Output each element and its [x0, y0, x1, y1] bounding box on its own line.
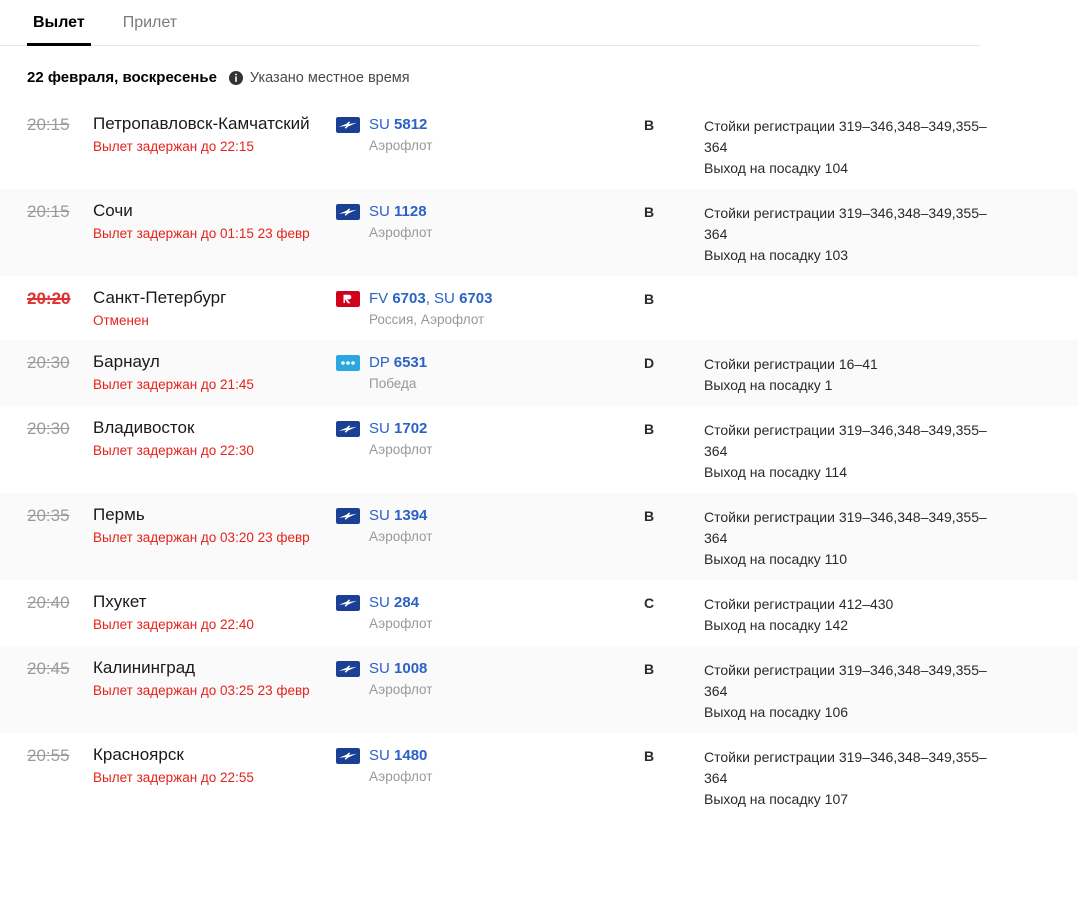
status-badge: Вылет задержан до 21:45: [93, 377, 254, 392]
aeroflot-logo: [336, 204, 360, 220]
pobeda-logo: [336, 355, 360, 371]
airline-name: Аэрофлот: [369, 442, 433, 457]
table-row[interactable]: [0, 102, 1078, 189]
aeroflot-logo: [336, 748, 360, 764]
terminal-letter: C: [644, 595, 655, 611]
flight-time: 20:15: [27, 115, 70, 134]
table-row[interactable]: [0, 493, 1078, 580]
flight-number-link[interactable]: FV 6703, SU 6703: [369, 290, 493, 307]
date-header: [0, 46, 1078, 88]
flight-time-cell: [27, 504, 93, 527]
flight-destination-cell: [93, 417, 336, 460]
flight-time: 20:30: [27, 353, 70, 372]
flight-time-cell: [27, 351, 93, 374]
destination-name: Красноярск: [93, 745, 184, 764]
flight-time: 20:35: [27, 506, 70, 525]
flight-time: 20:40: [27, 593, 70, 612]
flight-detail-line: Стойки регистрации 319–346,348–349,355–364: [704, 118, 987, 155]
flight-detail-line: Выход на посадку 142: [704, 617, 849, 633]
terminal-letter: B: [644, 421, 655, 437]
aeroflot-logo: [336, 421, 360, 437]
table-row[interactable]: [0, 189, 1078, 276]
terminal-letter: D: [644, 355, 655, 371]
flight-number-cell[interactable]: [336, 657, 636, 699]
info-icon: [229, 71, 243, 85]
flight-detail-line: Стойки регистрации 319–346,348–349,355–364: [704, 422, 987, 459]
flight-detail-line: Выход на посадку 104: [704, 160, 849, 176]
flight-detail-line: Стойки регистрации 16–41: [704, 356, 878, 372]
flight-detail-line: Выход на посадку 114: [704, 464, 848, 480]
flight-detail-line: Выход на посадку 107: [704, 791, 849, 807]
table-row[interactable]: [0, 406, 1078, 493]
flight-number-link[interactable]: SU 5812: [369, 116, 428, 133]
flight-destination-cell: [93, 351, 336, 394]
flight-time-cell: [27, 287, 93, 310]
status-badge: Вылет задержан до 22:15: [93, 139, 254, 154]
flight-number-cell[interactable]: [336, 504, 636, 546]
board-tabs: [0, 0, 980, 46]
airline-name: Аэрофлот: [369, 138, 433, 153]
status-badge: Вылет задержан до 22:30: [93, 443, 254, 458]
table-row[interactable]: [0, 580, 1078, 646]
terminal-letter: B: [644, 661, 655, 677]
flights-list: [0, 102, 1078, 820]
flight-destination-cell: [93, 591, 336, 634]
destination-name: Сочи: [93, 201, 133, 220]
table-row[interactable]: [0, 340, 1078, 406]
flight-details: [704, 591, 994, 636]
flight-detail-line: Выход на посадку 106: [704, 704, 849, 720]
flight-detail-line: Стойки регистрации 319–346,348–349,355–364: [704, 749, 987, 786]
flight-time: 20:45: [27, 659, 70, 678]
flight-time-cell: [27, 113, 93, 136]
flight-destination-cell: [93, 287, 336, 330]
flight-number-cell[interactable]: [336, 351, 636, 393]
airline-name: Россия, Аэрофлот: [369, 312, 485, 327]
flight-destination-cell: [93, 504, 336, 547]
flight-destination-cell: [93, 744, 336, 787]
flight-time-cell: [27, 744, 93, 767]
status-badge: Отменен: [93, 313, 149, 328]
terminal-letter: B: [644, 748, 655, 764]
destination-name: Барнаул: [93, 352, 160, 371]
flight-number-link[interactable]: SU 1394: [369, 507, 428, 524]
airline-name: Аэрофлот: [369, 769, 433, 784]
local-time-note: [229, 68, 410, 88]
flight-number-cell[interactable]: [336, 417, 636, 459]
flight-number-cell[interactable]: [336, 113, 636, 155]
status-badge: Вылет задержан до 22:40: [93, 617, 254, 632]
flight-details: [704, 287, 994, 290]
terminal-letter: B: [644, 117, 655, 133]
flight-detail-line: Стойки регистрации 412–430: [704, 596, 894, 612]
status-badge: Вылет задержан до 22:55: [93, 770, 254, 785]
flight-number-cell[interactable]: [336, 744, 636, 786]
flight-detail-line: Стойки регистрации 319–346,348–349,355–364: [704, 205, 987, 242]
flight-number-link[interactable]: SU 284: [369, 594, 420, 611]
destination-name: Пермь: [93, 505, 145, 524]
flight-number-link[interactable]: SU 1480: [369, 747, 428, 764]
destination-name: Петропавловск-Камчатский: [93, 114, 310, 133]
flight-destination-cell: [93, 113, 336, 156]
flight-detail-line: Выход на посадку 110: [704, 551, 848, 567]
flight-detail-line: Стойки регистрации 319–346,348–349,355–364: [704, 662, 987, 699]
airline-name: Аэрофлот: [369, 682, 433, 697]
status-badge: Вылет задержан до 01:15 23 февр: [93, 226, 310, 241]
local-time-label: Указано местное время: [249, 70, 410, 86]
terminal-letter: B: [644, 291, 655, 307]
terminal-letter: B: [644, 204, 655, 220]
aeroflot-logo: [336, 661, 360, 677]
table-row[interactable]: [0, 646, 1078, 733]
destination-name: Владивосток: [93, 418, 195, 437]
flight-details: [704, 504, 994, 570]
flight-number-link[interactable]: SU 1128: [369, 203, 427, 220]
destination-name: Калининград: [93, 658, 196, 677]
flight-number-link[interactable]: SU 1008: [369, 660, 428, 677]
flight-details: [704, 417, 994, 483]
flight-details: [704, 657, 994, 723]
flight-time: 20:30: [27, 419, 70, 438]
flight-time: 20:20: [27, 289, 71, 308]
flight-number-link[interactable]: SU 1702: [369, 420, 428, 437]
airline-name: Победа: [369, 376, 417, 391]
flight-detail-line: Выход на посадку 103: [704, 247, 849, 263]
flight-number-cell[interactable]: [336, 591, 636, 633]
flight-time-cell: [27, 200, 93, 223]
tab-departures[interactable]: Вылет: [27, 12, 91, 45]
flight-detail-line: Стойки регистрации 319–346,348–349,355–364: [704, 509, 987, 546]
flight-number-cell[interactable]: [336, 200, 636, 242]
airline-name: Аэрофлот: [369, 225, 433, 240]
tab-arrivals[interactable]: Прилет: [117, 12, 183, 45]
flight-destination-cell: [93, 657, 336, 700]
flight-details: [704, 113, 994, 179]
flight-detail-line: Выход на посадку 1: [704, 377, 833, 393]
destination-name: Пхукет: [93, 592, 147, 611]
terminal-letter: B: [644, 508, 655, 524]
aeroflot-logo: [336, 508, 360, 524]
status-badge: Вылет задержан до 03:20 23 февр: [93, 530, 310, 545]
flight-time: 20:55: [27, 746, 70, 765]
table-row[interactable]: [0, 733, 1078, 820]
flight-destination-cell: [93, 200, 336, 243]
flight-time-cell: [27, 657, 93, 680]
table-row[interactable]: [0, 276, 1078, 340]
flight-details: [704, 200, 994, 266]
flight-time-cell: [27, 417, 93, 440]
flight-details: [704, 744, 994, 810]
flight-details: [704, 351, 994, 396]
airline-name: Аэрофлот: [369, 616, 433, 631]
destination-name: Санкт-Петербург: [93, 288, 227, 307]
flight-number-cell[interactable]: [336, 287, 636, 329]
flight-time-cell: [27, 591, 93, 614]
aeroflot-logo: [336, 117, 360, 133]
status-badge: Вылет задержан до 03:25 23 февр: [93, 683, 310, 698]
aeroflot-logo: [336, 595, 360, 611]
flight-time: 20:15: [27, 202, 70, 221]
flight-number-link[interactable]: DP 6531: [369, 354, 428, 371]
airline-name: Аэрофлот: [369, 529, 433, 544]
selected-date: 22 февраля, воскресенье: [27, 69, 217, 86]
rossiya-logo: [336, 291, 360, 307]
